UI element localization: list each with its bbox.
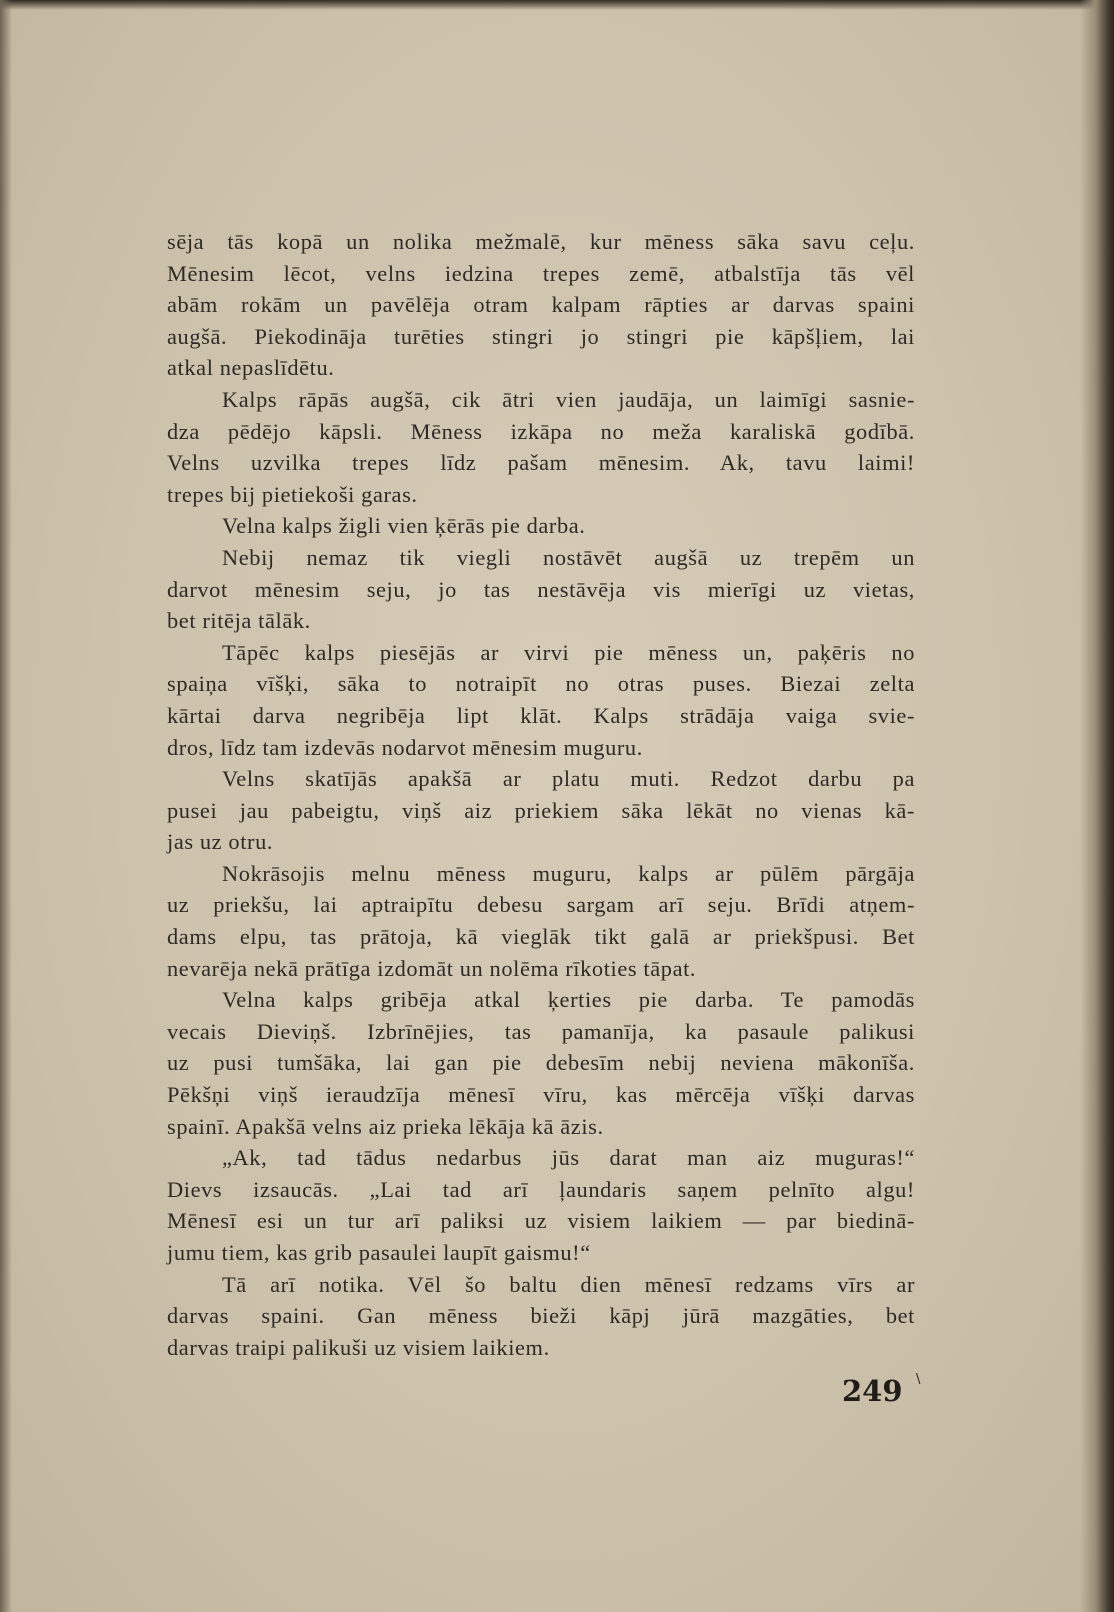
text-line: uz pusi tumšāka, lai gan pie debesīm nebij neviena mākonīša. [167, 1050, 915, 1076]
text-line: pusei jau pabeigtu, viņš aiz priekiem sāka lēkāt no vienas kā- [167, 797, 915, 823]
paragraph [167, 226, 915, 384]
text-line: vecais Dieviņš. Izbrīnējies, tas pamanīja, ka pasaule palikusi [167, 1018, 915, 1044]
text-line: Dievs izsaucās. „Lai tad arī ļaundaris saņem pelnīto algu! [167, 1176, 915, 1202]
page-left-edge [0, 0, 12, 1612]
paragraph [167, 637, 915, 763]
text-line: trepes bij pietiekoši garas. [167, 481, 418, 507]
text-line: Nokrāsojis melnu mēness muguru, kalps ar pūlēm pārgāja [222, 860, 915, 886]
text-line: Velna kalps gribēja atkal ķerties pie darba. Te pamodās [222, 987, 915, 1013]
text-line: Velns skatījās apakšā ar platu muti. Redzot darbu pa [222, 766, 915, 792]
text-line: nevarēja nekā prātīga izdomāt un nolēma rīkoties tāpat. [167, 955, 697, 981]
paragraph [167, 858, 915, 984]
text-line: „Ak, tad tādus nedarbus jūs darat man aiz muguras!“ [222, 1145, 915, 1171]
text-line: jas uz otru. [167, 829, 274, 855]
paragraph [167, 510, 915, 542]
text-line: spaiņa vīšķi, sāka to notraipīt no otras puses. Biezai zelta [167, 671, 915, 697]
paragraph [167, 1142, 915, 1268]
text-line: darvas traipi palikuši uz visiem laikiem. [167, 1334, 550, 1360]
text-line: darvot mēnesim seju, jo tas nestāvēja vis mierīgi uz vietas, [167, 576, 915, 602]
text-line: darvas spaini. Gan mēness bieži kāpj jūrā mazgāties, bet [167, 1303, 915, 1329]
text-line: atkal nepaslīdētu. [167, 355, 335, 381]
text-line: Mēnesī esi un tur arī paliksi uz visiem laikiem — par biedinā- [167, 1208, 915, 1234]
text-line: Velns uzvilka trepes līdz pašam mēnesim. Ak, tavu laimi! [167, 450, 915, 476]
text-line: Pēkšņi viņš ieraudzīja mēnesī vīru, kas mērcēja vīšķi darvas [167, 1082, 915, 1108]
text-line: Nebij nemaz tik viegli nostāvēt augšā uz trepēm un [222, 544, 915, 570]
text-line: kārtai darva negribēja lipt klāt. Kalps strādāja vaiga svie- [167, 702, 915, 728]
page-top-edge [0, 0, 1114, 10]
paragraph [167, 1269, 915, 1364]
text-line: sēja tās kopā un nolika mežmalē, kur mēness sāka savu ceļu. [167, 229, 915, 254]
text-line: dros, līdz tam izdevās nodarvot mēnesim muguru. [167, 734, 643, 760]
paragraph [167, 984, 915, 1142]
text-line: bet ritēja tālāk. [167, 608, 311, 634]
text-line: Tā arī notika. Vēl šo baltu dien mēnesī redzams vīrs ar [222, 1271, 915, 1297]
text-line: augšā. Piekodināja turēties stingri jo stingri pie kāpšļiem, lai [167, 323, 915, 349]
text-line: Mēnesim lēcot, velns iedzina trepes zemē, atbalstīja tās vēl [167, 260, 915, 286]
text-line: abām rokām un pavēlēja otram kalpam rāpties ar darvas spaini [167, 292, 915, 318]
page-number: 249 [842, 1374, 903, 1408]
text-line: Kalps rāpās augšā, cik ātri vien jaudāja, un laimīgi sasnie- [222, 386, 915, 412]
text-line: jumu tiem, kas grib pasaulei laupīt gaismu!“ [167, 1240, 591, 1265]
paragraph [167, 763, 915, 858]
text-line: Velna kalps žigli vien ķērās pie darba. [222, 513, 586, 539]
text-line: dams elpu, tas prātoja, kā vieglāk tikt galā ar priekšpusi. Bet [167, 924, 915, 950]
paragraph [167, 542, 915, 637]
text-line: dza pēdējo kāpsli. Mēness izkāpa no meža karaliskā godībā. [167, 418, 915, 444]
text-line: spainī. Apakšā velns aiz prieka lēkāja kā āzis. [167, 1113, 604, 1139]
page-binding-edge [1080, 0, 1114, 1612]
text-line: Tāpēc kalps piesējās ar virvi pie mēness un, paķēris no [222, 639, 915, 665]
body-text [167, 226, 915, 1363]
text-line: uz priekšu, lai aptraipītu debesu sargam arī seju. Brīdi atņem- [167, 892, 915, 918]
page-mark: \ [916, 1372, 921, 1387]
paragraph [167, 384, 915, 510]
